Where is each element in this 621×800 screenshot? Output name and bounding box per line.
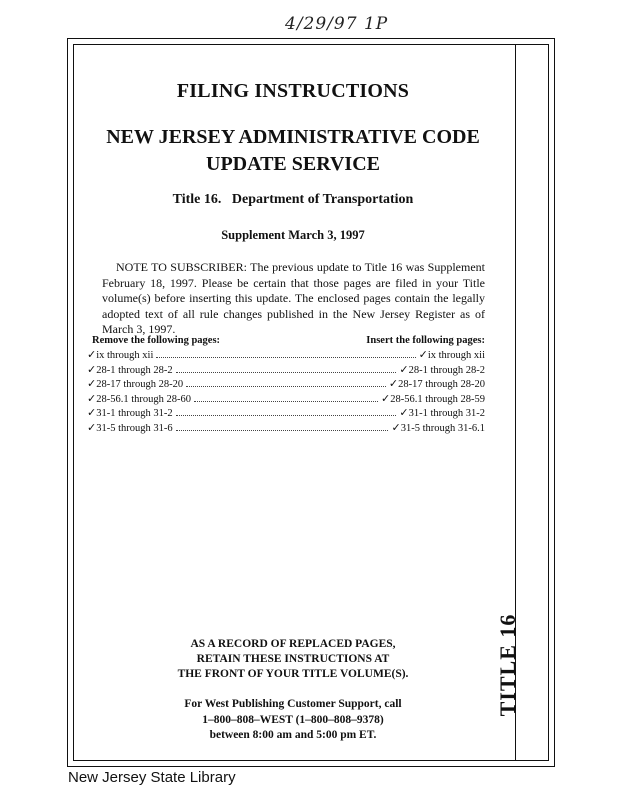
page-row <box>87 377 485 392</box>
spine-label: TITLE 16 <box>495 613 520 717</box>
page-row <box>87 406 485 421</box>
subscriber-note: NOTE TO SUBSCRIBER: The previous update to Title 16 was Supplement February 18, 1997. Please be certain that those pages are filed in your Title volume(s) before inserting this update. The enclosed pages contain the legally adopted text of all rule changes published in the New Jersey Register as of March 3, 1997. <box>102 260 485 336</box>
dot-leader <box>156 357 415 358</box>
page-row <box>87 348 485 363</box>
dot-leader <box>176 372 397 373</box>
remove-pages: 31-1 through 31-2 <box>96 408 173 419</box>
dot-leader <box>176 415 397 416</box>
record-line: RETAIN THESE INSTRUCTIONS AT <box>196 653 390 665</box>
check-mark-icon: ✓ <box>87 349 97 361</box>
check-mark-icon: ✓ <box>399 363 409 376</box>
remove-pages: 28-56.1 through 28-60 <box>96 393 192 405</box>
check-mark-icon: ✓ <box>399 407 409 419</box>
record-notice <box>80 637 506 682</box>
remove-pages: 28-1 through 28-2 <box>96 364 173 376</box>
remove-pages: 28-17 through 28-20 <box>96 379 184 390</box>
support-line: For West Publishing Customer Support, call <box>184 698 402 710</box>
support-hours: between 8:00 am and 5:00 pm ET. <box>209 729 377 741</box>
remove-header: Remove the following pages: <box>92 335 221 346</box>
library-stamp: New Jersey State Library <box>68 769 236 786</box>
check-mark-icon: ✓ <box>388 378 399 390</box>
check-mark-icon: ✓ <box>391 421 401 434</box>
insert-pages: 28-17 through 28-20 <box>398 379 485 390</box>
code-title-line1: NEW JERSEY ADMINISTRATIVE CODE <box>106 126 480 148</box>
check-mark-icon: ✓ <box>87 421 97 434</box>
insert-pages: 31-5 through 31-6.1 <box>400 422 485 434</box>
document-title: FILING INSTRUCTIONS <box>176 80 410 102</box>
dot-leader <box>176 430 389 431</box>
check-mark-icon: ✓ <box>87 392 97 405</box>
page-list-headers <box>92 335 485 346</box>
page-list <box>87 348 485 435</box>
check-mark-icon: ✓ <box>418 349 428 361</box>
page-row <box>87 392 485 407</box>
page-row <box>87 363 485 378</box>
insert-pages: 31-1 through 31-2 <box>408 408 485 419</box>
dot-leader <box>194 401 378 402</box>
code-title-line2: UPDATE SERVICE <box>206 153 380 175</box>
check-mark-icon: ✓ <box>87 363 97 376</box>
support-phone: 1–800–808–WEST (1–800–808–9378) <box>202 713 384 726</box>
remove-pages: ix through xii <box>96 350 154 361</box>
insert-header: Insert the following pages: <box>366 335 485 346</box>
handwritten-date: 4/29/97 1P <box>285 14 389 34</box>
dot-leader <box>186 386 386 387</box>
page-row <box>87 421 485 436</box>
check-mark-icon: ✓ <box>380 392 391 405</box>
code-title <box>80 124 506 178</box>
insert-pages: 28-1 through 28-2 <box>408 364 485 376</box>
supplement-date: Supplement March 3, 1997 <box>221 228 365 242</box>
record-line: THE FRONT OF YOUR TITLE VOLUME(S). <box>177 668 409 680</box>
check-mark-icon: ✓ <box>87 378 97 390</box>
record-line: AS A RECORD OF REPLACED PAGES, <box>190 638 396 650</box>
title-line: Title 16. Department of Transportation <box>172 192 414 207</box>
remove-pages: 31-5 through 31-6 <box>96 422 173 434</box>
insert-pages: ix through xii <box>427 350 485 361</box>
customer-support <box>80 697 506 744</box>
insert-pages: 28-56.1 through 28-59 <box>390 393 485 405</box>
check-mark-icon: ✓ <box>87 407 97 419</box>
